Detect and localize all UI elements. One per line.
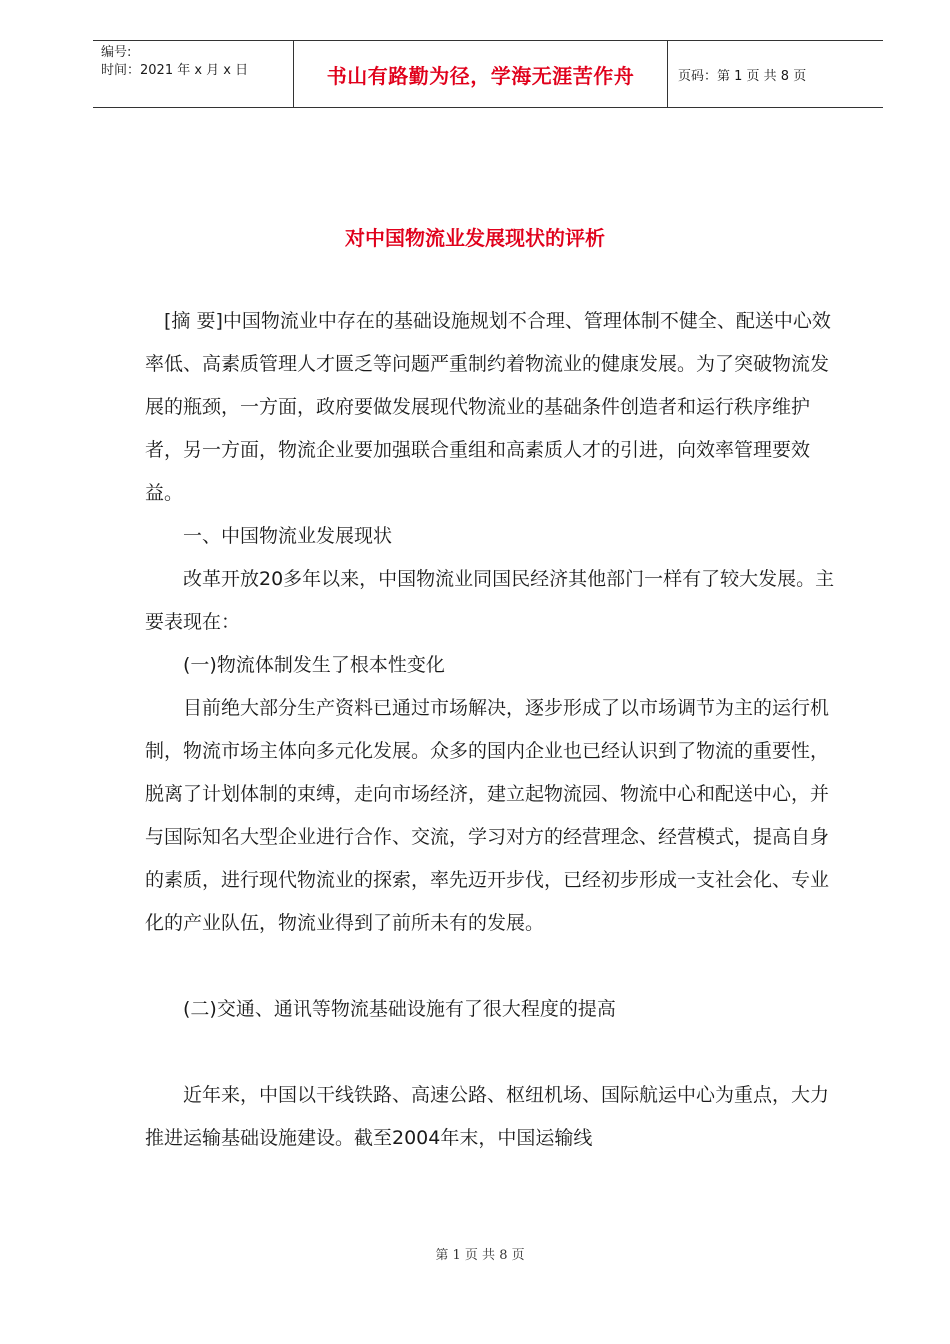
document-code-label: 编号: — [101, 45, 132, 60]
body-paragraph: 目前绝大部分生产资料已通过市场解决，逐步形成了以市场调节为主的运行机制，物流市场主体向多元化发展。众多的国内企业也已经认识到了物流的重要性，脱离了计划体制的束缚，走向市场经济，建立起物流园、物流中心和配送中心，并与国际知名大型企业进行合作、交流，学习对方的经营理念、经营模式，提高自身的素质，进行现代物流业的探索，率先迈开步伐，已经初步形成一支社会化、专业化的产业队伍，物流业得到了前所未有的发展。 — [145, 697, 830, 934]
header-page-info: 页码：第 1 页 共 8 页 — [678, 68, 807, 84]
subsection-heading-2: (二)交通、通讯等物流基础设施有了很大程度的提高 — [183, 998, 616, 1020]
section-heading-1: 一、中国物流业发展现状 — [183, 525, 393, 547]
document-title: 对中国物流业发展现状的评析 — [345, 226, 605, 250]
abstract-paragraph: [摘 要]中国物流业中存在的基础设施规划不合理、管理体制不健全、配送中心效率低、高素质管理人才匮乏等问题严重制约着物流业的健康发展。为了突破物流发展的瓶颈，一方面，政府要做发展现代物流业的基础条件创造者和运行秩序维护者，另一方面，物流企业要加强联合重组和高素质人才的引进，向效率管理要效益。 — [145, 310, 831, 504]
page-footer: 第 1 页 共 8 页 — [435, 1248, 525, 1263]
page-header — [93, 40, 883, 108]
subsection-heading-1: (一)物流体制发生了根本性变化 — [183, 654, 445, 676]
header-motto: 书山有路勤为径，学海无涯苦作舟 — [294, 41, 668, 107]
body-paragraph: 近年来，中国以干线铁路、高速公路、枢纽机场、国际航运中心为重点，大力推进运输基础设施建设。截至2004年末，中国运输线 — [145, 1084, 830, 1149]
document-time-label: 时间：2021 年 x 月 x 日 — [101, 63, 249, 78]
header-meta — [93, 41, 294, 107]
body-paragraph: 改革开放20多年以来，中国物流业同国民经济其他部门一样有了较大发展。主要表现在： — [145, 568, 835, 633]
document-body — [145, 300, 845, 1160]
